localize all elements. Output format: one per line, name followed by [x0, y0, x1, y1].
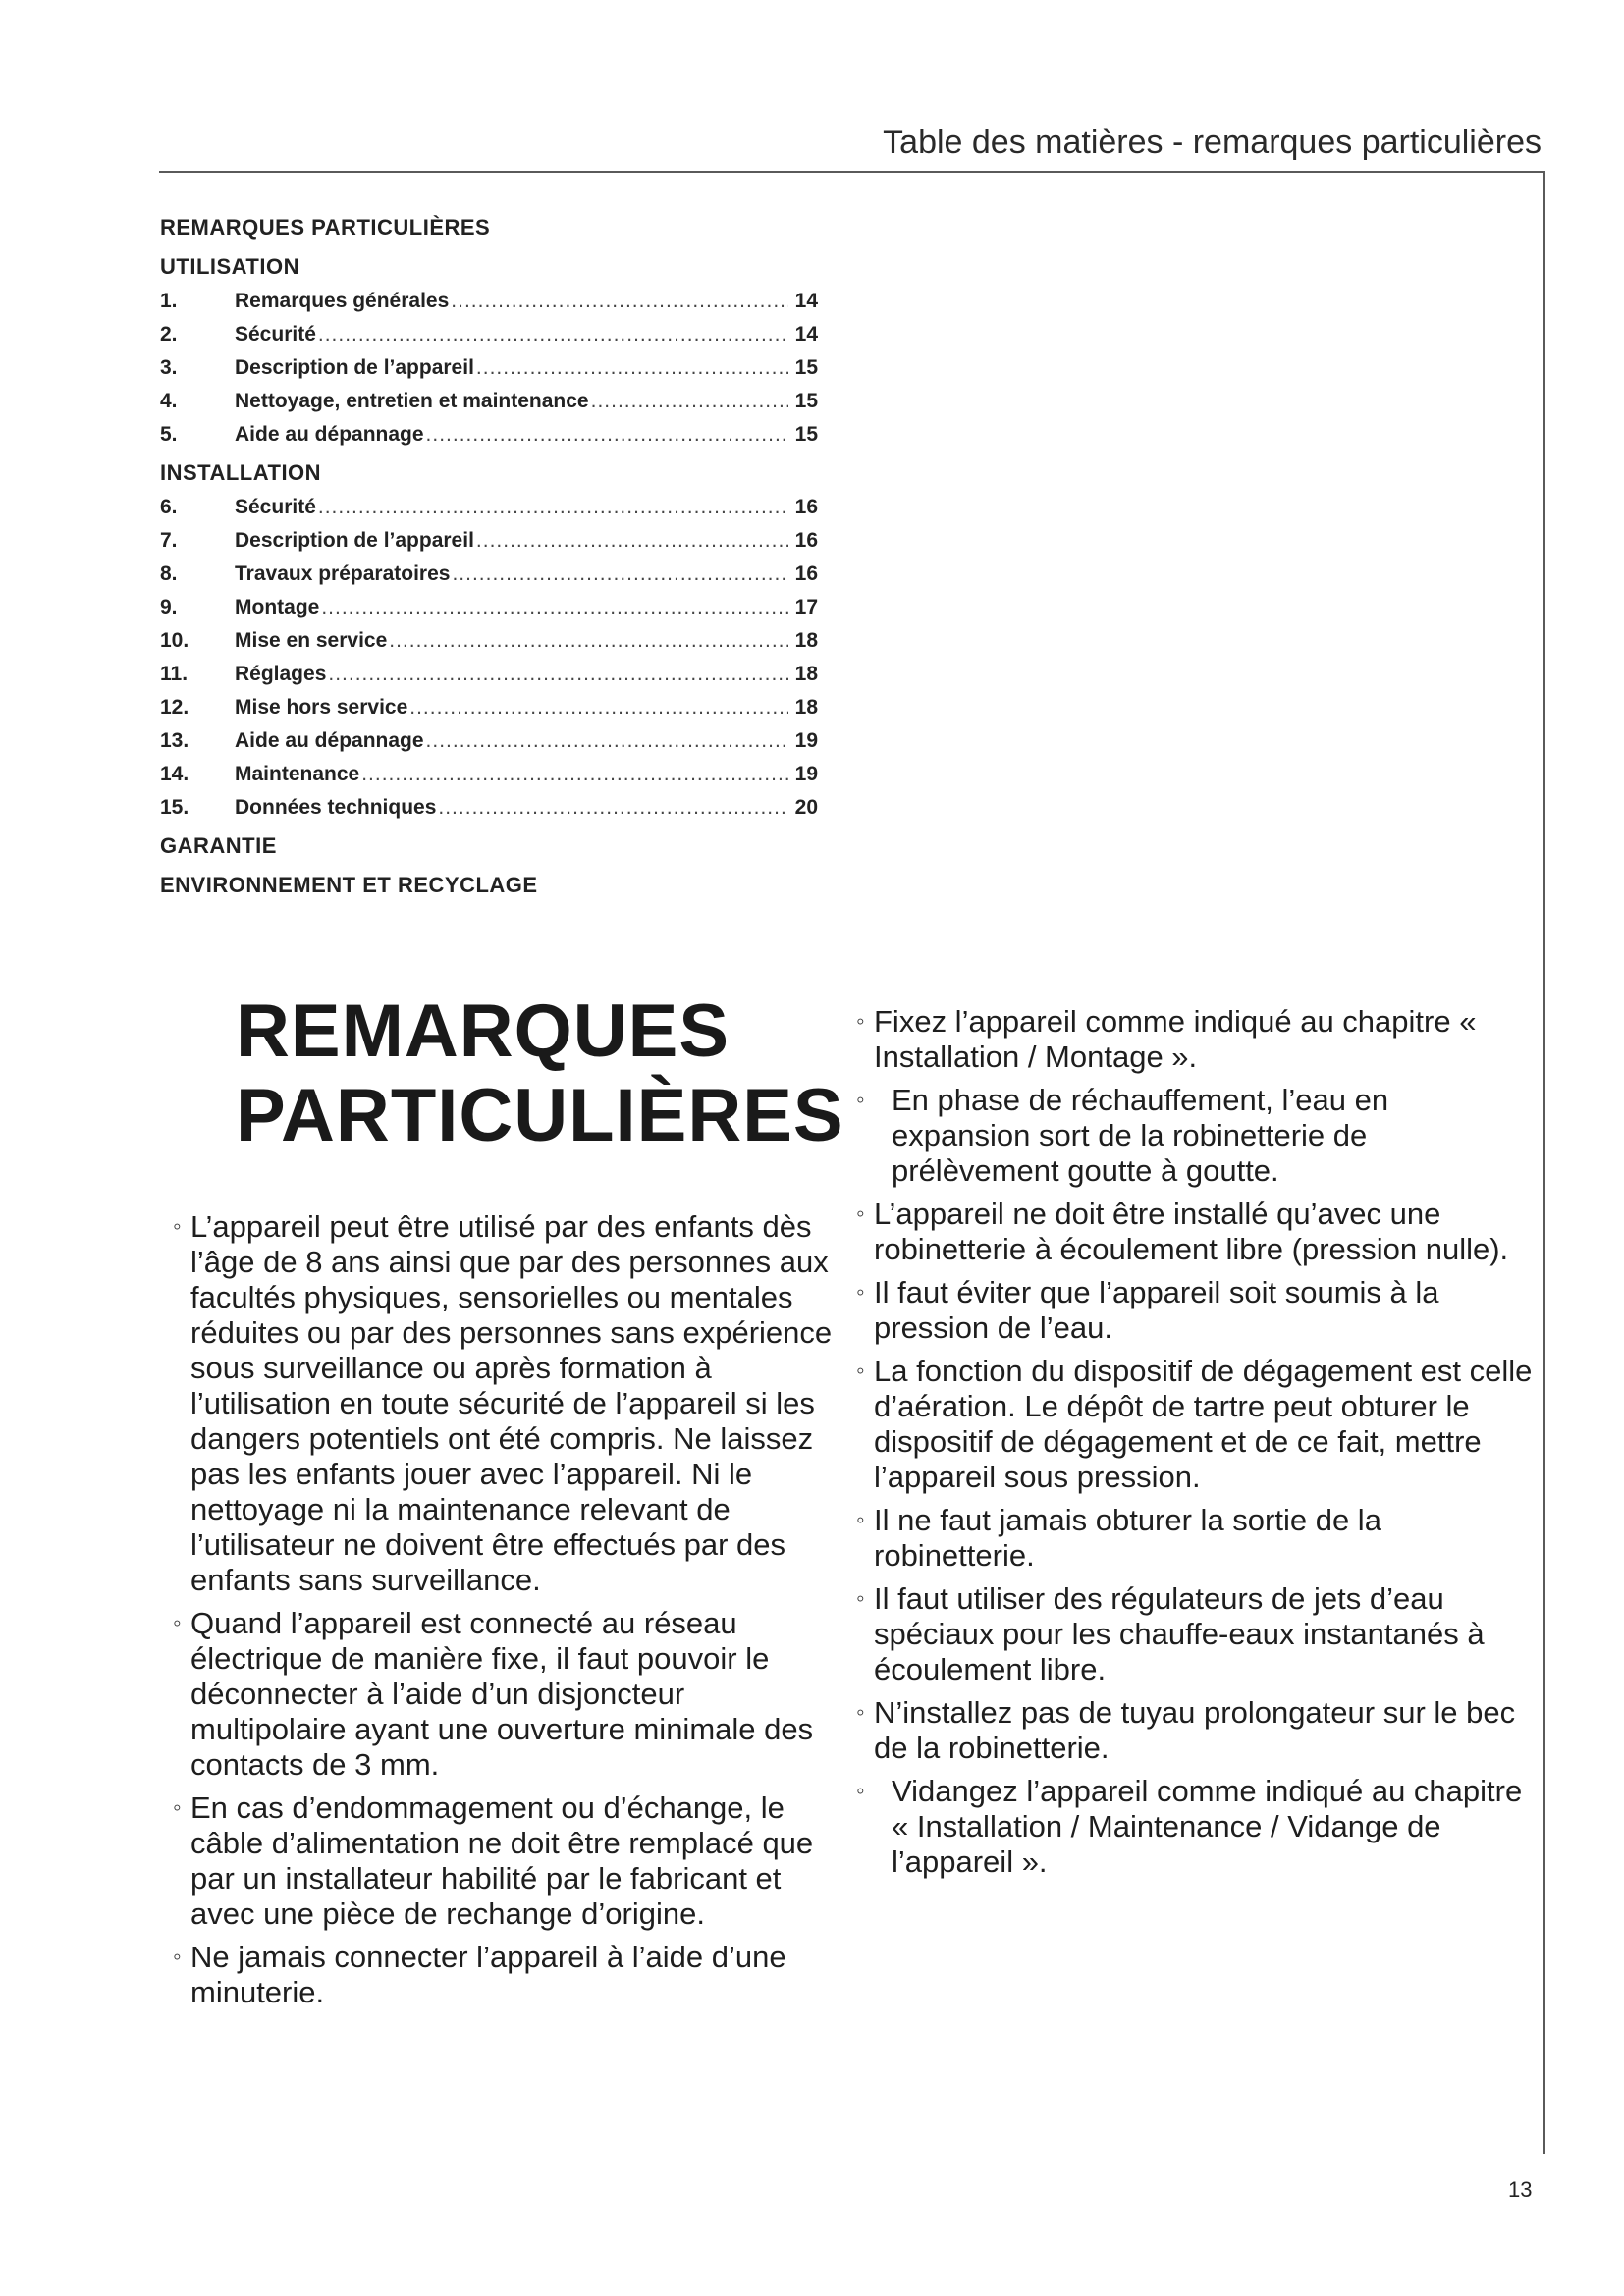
- toc-entry[interactable]: [160, 524, 818, 558]
- toc-section-title: ENVIRONNEMENT ET RECYCLAGE: [160, 873, 538, 897]
- toc-dot-leader: [438, 791, 788, 825]
- toc-entry-label: Mise hors service: [235, 696, 408, 719]
- toc-entry-label: Sécurité: [235, 496, 316, 518]
- toc-entry-page: 15: [794, 390, 818, 412]
- toc-entry-number: 14.: [160, 763, 189, 785]
- toc-entry-label: Sécurité: [235, 323, 316, 346]
- toc-entry-number: 11.: [160, 663, 189, 685]
- note-text: L’appareil ne doit être installé qu’avec une robinetterie à écoulement libre (pression nulle).: [874, 1197, 1509, 1266]
- toc-entry[interactable]: [160, 418, 818, 452]
- toc-dot-leader: [476, 524, 788, 558]
- note-paragraph: [856, 1774, 1534, 1880]
- table-of-contents: [160, 210, 818, 903]
- toc-entry[interactable]: [160, 318, 818, 351]
- toc-entry-page: 16: [794, 562, 818, 585]
- bullet-icon: ◦: [856, 1279, 865, 1306]
- toc-entry[interactable]: [160, 624, 818, 658]
- toc-entry-label: Aide au dépannage: [235, 423, 424, 446]
- note-paragraph: [173, 1209, 837, 1598]
- toc-entry-label: Montage: [235, 596, 320, 618]
- note-text: Il faut éviter que l’appareil soit soumis à la pression de l’eau.: [874, 1275, 1439, 1345]
- toc-entry-page: 17: [794, 596, 818, 618]
- toc-entry-number: 5.: [160, 423, 178, 446]
- note-paragraph: [856, 1275, 1534, 1346]
- toc-entry-page: 19: [794, 763, 818, 785]
- toc-entry[interactable]: [160, 385, 818, 418]
- note-text: Fixez l’appareil comme indiqué au chapitre « Installation / Montage ».: [874, 1004, 1477, 1074]
- toc-entry-label: Description de l’appareil: [235, 356, 474, 379]
- note-paragraph: [856, 1004, 1534, 1075]
- toc-dot-leader: [591, 385, 788, 418]
- toc-dot-leader: [361, 758, 788, 791]
- page-number: 13: [1508, 2177, 1533, 2202]
- toc-entry-label: Maintenance: [235, 763, 360, 785]
- toc-entry-number: 3.: [160, 356, 178, 379]
- toc-entry[interactable]: [160, 491, 818, 524]
- toc-section-title: INSTALLATION: [160, 460, 322, 485]
- toc-entry-page: 15: [794, 356, 818, 379]
- bullet-icon: ◦: [856, 1008, 865, 1035]
- toc-entry-number: 10.: [160, 629, 189, 652]
- toc-entry-label: Réglages: [235, 663, 327, 685]
- note-paragraph: [856, 1354, 1534, 1495]
- note-paragraph: [856, 1581, 1534, 1687]
- note-text: Quand l’appareil est connecté au réseau électrique de manière fixe, il faut pouvoir le déconnecter à l’aide d’un disjoncteur multipolaire ayant une ouverture minimale des contacts de 3 mm.: [190, 1606, 814, 1782]
- toc-dot-leader: [328, 658, 788, 691]
- toc-entry-number: 8.: [160, 562, 178, 585]
- toc-entry-page: 16: [794, 496, 818, 518]
- toc-section-title: UTILISATION: [160, 254, 299, 279]
- toc-entry-number: 12.: [160, 696, 189, 719]
- toc-entry-page: 19: [794, 729, 818, 752]
- toc-entry-label: Nettoyage, entretien et maintenance: [235, 390, 589, 412]
- main-heading: [236, 989, 864, 1158]
- bullet-icon: ◦: [856, 1358, 865, 1384]
- toc-entry-page: 16: [794, 529, 818, 552]
- toc-entry[interactable]: [160, 691, 818, 724]
- note-paragraph: [173, 1606, 837, 1783]
- toc-entry[interactable]: [160, 658, 818, 691]
- toc-dot-leader: [318, 491, 788, 524]
- toc-entry-number: 1.: [160, 290, 178, 312]
- toc-dot-leader: [426, 418, 788, 452]
- note-text: Il faut utiliser des régulateurs de jets d’eau spéciaux pour les chauffe-eaux instantanés à écoulement libre.: [874, 1581, 1485, 1686]
- note-paragraph: [856, 1503, 1534, 1574]
- toc-section-title: REMARQUES PARTICULIÈRES: [160, 215, 491, 240]
- note-text: N’installez pas de tuyau prolongateur sur le bec de la robinetterie.: [874, 1695, 1516, 1765]
- bullet-icon: ◦: [856, 1585, 865, 1612]
- toc-entry-label: Travaux préparatoires: [235, 562, 451, 585]
- toc-entry-number: 4.: [160, 390, 178, 412]
- toc-entry-number: 7.: [160, 529, 178, 552]
- toc-entry[interactable]: [160, 285, 818, 318]
- note-text: L’appareil peut être utilisé par des enfants dès l’âge de 8 ans ainsi que par des personnes aux facultés physiques, sensorielles ou mentales réduites ou par des personnes sans expérience sous surveillance ou après formation à l’utilisation en toute sécurité de l’appareil si les dangers potentiels ont été compris. Ne laissez pas les enfants jouer avec l’appareil. Ni le nettoyage ni la maintenance relevant de l’utilisateur ne doivent être effectués par des enfants sans surveillance.: [190, 1209, 833, 1597]
- toc-entry-page: 14: [794, 323, 818, 346]
- note-text: En cas d’endommagement ou d’échange, le câble d’alimentation ne doit être remplacé que par un installateur habilité par le fabricant et avec une pièce de rechange d’origine.: [190, 1790, 814, 1931]
- toc-entry[interactable]: [160, 791, 818, 825]
- bullet-icon: ◦: [856, 1507, 865, 1533]
- note-text: En phase de réchauffement, l’eau en expansion sort de la robinetterie de prélèvement goutte à goutte.: [892, 1083, 1389, 1188]
- main-heading-line-1: REMARQUES: [236, 989, 731, 1073]
- toc-entry[interactable]: [160, 724, 818, 758]
- bullet-icon: ◦: [173, 1944, 182, 1970]
- toc-entry-page: 14: [794, 290, 818, 312]
- toc-section-title: GARANTIE: [160, 833, 277, 858]
- toc-entry[interactable]: [160, 591, 818, 624]
- toc-entry-label: Aide au dépannage: [235, 729, 424, 752]
- right-column: [856, 1004, 1534, 1888]
- toc-entry-page: 15: [794, 423, 818, 446]
- toc-dot-leader: [476, 351, 788, 385]
- toc-entry-number: 2.: [160, 323, 178, 346]
- bullet-icon: ◦: [173, 1794, 182, 1821]
- toc-entry-page: 18: [794, 629, 818, 652]
- toc-entry-number: 15.: [160, 796, 189, 819]
- bullet-icon: ◦: [856, 1087, 865, 1113]
- note-paragraph: [856, 1197, 1534, 1267]
- toc-entry-number: 9.: [160, 596, 178, 618]
- bullet-icon: ◦: [856, 1201, 865, 1227]
- bullet-icon: ◦: [856, 1778, 865, 1804]
- note-paragraph: [173, 1940, 837, 2010]
- page-header-title: Table des matières - remarques particulières: [883, 124, 1542, 161]
- bullet-icon: ◦: [173, 1610, 182, 1636]
- note-text: Vidangez l’appareil comme indiqué au chapitre « Installation / Maintenance / Vidange de l’appareil ».: [892, 1774, 1523, 1879]
- toc-entry-page: 18: [794, 663, 818, 685]
- toc-entry-label: Description de l’appareil: [235, 529, 474, 552]
- toc-dot-leader: [426, 724, 788, 758]
- note-text: La fonction du dispositif de dégagement est celle d’aération. Le dépôt de tartre peut obturer le dispositif de dégagement et de ce fait, mettre l’appareil sous pression.: [874, 1354, 1533, 1494]
- toc-entry[interactable]: [160, 758, 818, 791]
- main-heading-line-2: PARTICULIÈRES: [236, 1074, 844, 1157]
- left-column: [173, 1209, 837, 2018]
- toc-dot-leader: [451, 285, 788, 318]
- bullet-icon: ◦: [173, 1213, 182, 1240]
- toc-entry-page: 20: [794, 796, 818, 819]
- toc-dot-leader: [389, 624, 788, 658]
- toc-dot-leader: [452, 558, 788, 591]
- right-margin-rule: [1543, 171, 1545, 2154]
- toc-entry[interactable]: [160, 558, 818, 591]
- toc-entry-label: Remarques générales: [235, 290, 450, 312]
- note-paragraph: [856, 1083, 1534, 1189]
- toc-entry-number: 13.: [160, 729, 189, 752]
- toc-dot-leader: [318, 318, 788, 351]
- note-text: Il ne faut jamais obturer la sortie de la robinetterie.: [874, 1503, 1381, 1573]
- note-paragraph: [856, 1695, 1534, 1766]
- toc-entry[interactable]: [160, 351, 818, 385]
- note-text: Ne jamais connecter l’appareil à l’aide d’une minuterie.: [190, 1940, 786, 2009]
- toc-entry-page: 18: [794, 696, 818, 719]
- toc-dot-leader: [321, 591, 788, 624]
- toc-entry-label: Données techniques: [235, 796, 437, 819]
- header-rule: [159, 171, 1545, 173]
- toc-dot-leader: [409, 691, 788, 724]
- bullet-icon: ◦: [856, 1699, 865, 1726]
- note-paragraph: [173, 1790, 837, 1932]
- toc-entry-label: Mise en service: [235, 629, 388, 652]
- toc-entry-number: 6.: [160, 496, 178, 518]
